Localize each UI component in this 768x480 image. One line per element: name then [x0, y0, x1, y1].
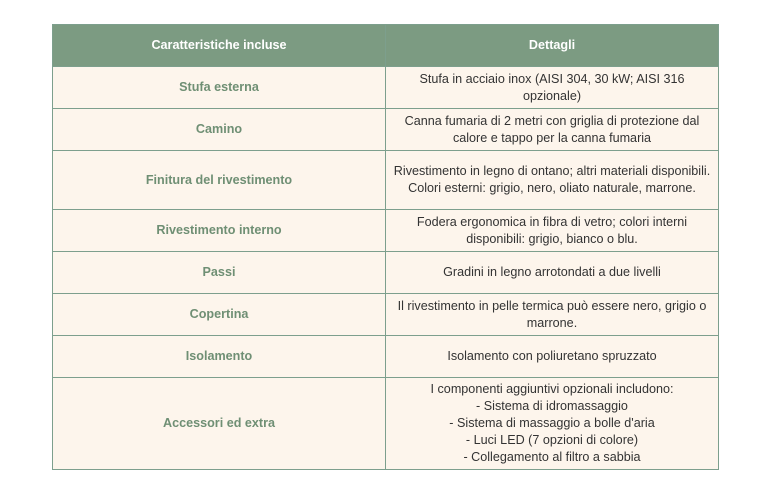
- features-table: [52, 24, 719, 470]
- feature-cell: Finitura del rivestimento: [53, 151, 386, 210]
- table-row: [53, 336, 719, 378]
- details-line: - Sistema di massaggio a bolle d'aria: [449, 416, 655, 430]
- table-row: [53, 294, 719, 336]
- feature-cell: Camino: [53, 109, 386, 151]
- feature-cell: Copertina: [53, 294, 386, 336]
- details-line: - Sistema di idromassaggio: [476, 399, 628, 413]
- details-cell: Canna fumaria di 2 metri con griglia di protezione dal calore e tappo per la canna fumaria: [386, 109, 719, 151]
- table-row: [53, 151, 719, 210]
- details-cell: Isolamento con poliuretano spruzzato: [386, 336, 719, 378]
- details-cell: Gradini in legno arrotondati a due livelli: [386, 252, 719, 294]
- table-row: [53, 210, 719, 252]
- details-cell: [386, 378, 719, 470]
- table-row: [53, 378, 719, 470]
- spec-table-container: [52, 24, 718, 470]
- details-cell: Fodera ergonomica in fibra di vetro; colori interni disponibili: grigio, bianco o blu.: [386, 210, 719, 252]
- column-header-details: Dettagli: [386, 25, 719, 67]
- table-row: [53, 252, 719, 294]
- table-header-row: [53, 25, 719, 67]
- feature-cell: Stufa esterna: [53, 67, 386, 109]
- details-cell: Il rivestimento in pelle termica può essere nero, grigio o marrone.: [386, 294, 719, 336]
- feature-cell: Isolamento: [53, 336, 386, 378]
- column-header-features: Caratteristiche incluse: [53, 25, 386, 67]
- details-line: I componenti aggiuntivi opzionali includono:: [430, 382, 674, 396]
- table-row: [53, 109, 719, 151]
- details-line: - Luci LED (7 opzioni di colore): [465, 433, 639, 447]
- details-cell: Rivestimento in legno di ontano; altri materiali disponibili. Colori esterni: grigio, nero, oliato naturale, marrone.: [386, 151, 719, 210]
- details-cell: Stufa in acciaio inox (AISI 304, 30 kW; AISI 316 opzionale): [386, 67, 719, 109]
- feature-cell: Accessori ed extra: [53, 378, 386, 470]
- table-row: [53, 67, 719, 109]
- feature-cell: Passi: [53, 252, 386, 294]
- feature-cell: Rivestimento interno: [53, 210, 386, 252]
- details-line: - Collegamento al filtro a sabbia: [463, 450, 641, 464]
